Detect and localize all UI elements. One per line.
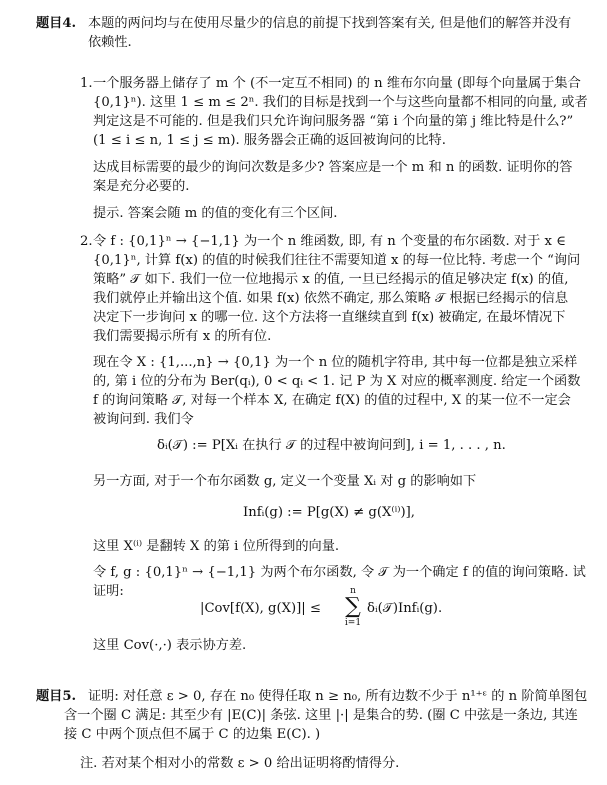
equation-cov-left: |Cov[f(X), g(X)]| ≤ (200, 601, 321, 616)
part1-question-line2: 案是充分必要的. (93, 179, 190, 194)
part2-line6: 我们需要揭示所有 x 的所有位. (93, 329, 272, 344)
problem5-line3: 接 C 中两个顶点但不属于 C 的边集 E(C). ) (64, 727, 321, 742)
part2-measure-line4: 被询问到. 我们令 (93, 412, 194, 427)
part2-line4: 我们就停止并输出这个值. 如果 f(x) 依然不确定, 那么策略 𝒯 根据已经揭示的信息 (93, 291, 569, 306)
part2-flip-note: 这里 X⁽ⁱ⁾ 是翻转 X 的第 i 位所得到的向量. (93, 539, 340, 554)
problem4-intro-line1: 本题的两问均与在使用尽量少的信息的前提下找到答案有关, 但是他们的解答并没有 (88, 16, 572, 31)
part2-measure-line2: 的, 第 i 位的分布为 Ber(qᵢ), 0 < qᵢ < 1. 记 P 为 X 对应的概率测度. 给定一个函数 (93, 374, 581, 389)
problem5-heading: 题目5. (36, 689, 77, 704)
part1-number: 1. (80, 76, 93, 91)
part2-claim-line1: 令 f, g : {0,1}ⁿ → {−1,1} 为两个布尔函数, 令 𝒯 为一个确定 f 的值的询问策略. 试 (93, 565, 586, 580)
problem5-note: 注. 若对某个相对小的常数 ε > 0 给出证明将酌情得分. (80, 756, 400, 771)
part2-measure-line1: 现在令 X : {1,...,n} → {0,1} 为一个 n 位的随机字符串, 其中每一位都是独立采样 (93, 355, 578, 370)
part2-number: 2. (80, 234, 93, 249)
part1-line1: 一个服务器上储存了 m 个 (不一定互不相同) 的 n 维布尔向量 (即每个向量属于集合 (93, 76, 581, 91)
part2-claim-line2: 证明: (93, 584, 124, 599)
problem4-intro-line2: 依赖性. (88, 35, 132, 50)
part1-hint: 提示. 答案会随 m 的值的变化有三个区间. (93, 206, 338, 221)
problem5-line1: 证明: 对任意 ε > 0, 存在 n₀ 使得任取 n ≥ n₀, 所有边数不少于 n¹⁺ᵋ 的 n 阶简单图包 (88, 689, 588, 704)
summation-sigma: ∑ (345, 594, 361, 619)
part2-influence-intro: 另一方面, 对于一个布尔函数 g, 定义一个变量 Xᵢ 对 g 的影响如下 (93, 474, 477, 489)
part2-measure-line3: f 的询问策略 𝒯, 对每一个样本 X, 在确定 f(X) 的值的过程中, X 的某一位不一定会 (93, 393, 571, 408)
part1-line3: 判定这是不可能的. 但是我们只允许询问服务器 “第 i 个向量的第 j 维比特是什么?” (93, 114, 574, 129)
problem4-heading: 题目4. (36, 16, 77, 31)
equation-cov-right: δᵢ(𝒯)Infᵢ(g). (367, 601, 443, 616)
equation-delta: δᵢ(𝒯) := P[Xᵢ 在执行 𝒯 的过程中被询问到], i = 1, . . . , n. (157, 438, 506, 453)
part1-question-line1: 达成目标需要的最少的询问次数是多少? 答案应是一个 m 和 n 的函数. 证明你的答 (93, 160, 573, 175)
summation-symbol (343, 586, 363, 628)
part2-line1: 令 f : {0,1}ⁿ → {−1,1} 为一个 n 维函数, 即, 有 n 个变量的布尔函数. 对于 x ∈ (93, 234, 566, 249)
part2-line5: 决定下一步询问 x 的哪一位. 这个方法将一直继续直到 f(x) 被确定, 在最坏情况下 (93, 310, 566, 325)
equation-influence: Infᵢ(g) := P[g(X) ≠ g(X⁽ⁱ⁾)], (243, 505, 416, 520)
problem5-line2: 含一个圈 C 满足: 其至少有 |E(C)| 条弦. 这里 |·| 是集合的势. (圈 C 中弦是一条边, 其连 (64, 708, 578, 723)
part2-line3: 策略” 𝒯 如下. 我们一位一位地揭示 x 的值, 一旦已经揭示的值足够决定 f(x) 的值, (93, 272, 569, 287)
part2-line2: {0,1}ⁿ, 计算 f(x) 的值的时候我们往往不需要知道 x 的每一位比特. 考虑一个 “询问 (93, 253, 581, 268)
part1-line2: {0,1}ⁿ). 这里 1 ≤ m ≤ 2ⁿ. 我们的目标是找到一个与这些向量都不相同的向量, 或者 (93, 95, 588, 110)
summation-upper: n (350, 586, 356, 596)
part2-cov-note: 这里 Cov(·,·) 表示协方差. (93, 638, 247, 653)
part1-line4: (1 ≤ i ≤ n, 1 ≤ j ≤ m). 服务器会正确的返回被询问的比特. (93, 133, 446, 148)
summation-lower: i=1 (344, 618, 362, 628)
